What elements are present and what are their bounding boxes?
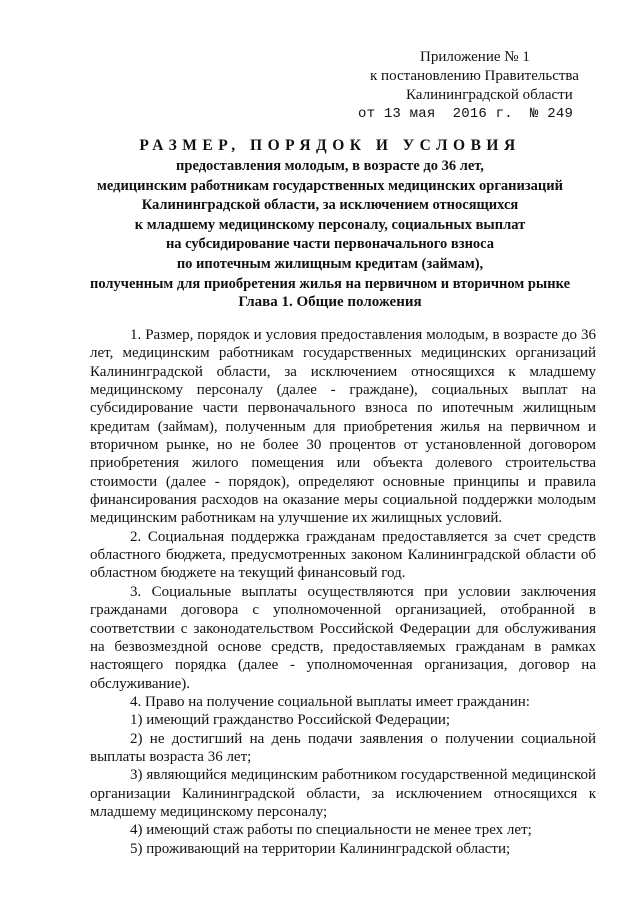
annex-date-line (358, 105, 600, 124)
subtitle-line: к младшему медицинскому персоналу, социальных выплат (134, 216, 526, 233)
paragraph-1: 1. Размер, порядок и условия предоставления молодым, в возрасте до 36 лет, медицинским работникам государственных медицинских организаций Калининградской области, за исключением относящихся к младшему медицинскому персоналу (далее - граждане), социальных выплат на субсидирование части первоначального взноса по ипотечным жилищным кредитам (займам), полученным для приобретения жилья на первичном и вторичном рынке, но не более 30 процентов от установленной договором приобретения жилого помещения или объекта долевого строительства стоимости (далее - порядок), определяют основные принципы и правила финансирования расходов на оказание меры социальной поддержки молодым медицинским работникам на улучшение их жилищных условий. (90, 327, 596, 527)
document-body (90, 326, 596, 858)
annex-date: 13 мая (383, 106, 436, 122)
paragraph-4: 4. Право на получение социальной выплаты имеет гражданин: (130, 693, 530, 710)
paragraph-2: 2. Социальная поддержка гражданам предоставляется за счет средств областного бюджета, предусмотренных законом Калининградской области об областном бюджете на текущий финансовый год. (90, 528, 596, 582)
subtitle-line: по ипотечным жилищным кредитам (займам), (176, 255, 484, 272)
annex-year: 2016 г. (452, 106, 513, 122)
annex-region: Калининградской области (406, 87, 573, 103)
annex-number: Приложение № 1 (420, 49, 530, 65)
annex-date-prefix: от (358, 106, 376, 122)
list-item-5: 5) проживающий на территории Калининградской области; (130, 840, 511, 857)
subtitle-line: Калининградской области, за исключением относящихся (141, 197, 519, 214)
annex-header (360, 48, 600, 124)
chapter-heading: Глава 1. Общие положения (238, 294, 422, 310)
list-item-2: 2) не достигший на день подачи заявления о получении социальной выплаты возраста 36 лет; (90, 730, 596, 765)
subtitle-line: на субсидирование части первоначального взноса (165, 236, 495, 253)
annex-doc-number: № 249 (530, 106, 574, 122)
document-title (60, 136, 600, 294)
list-item-1: 1) имеющий гражданство Российской Федерации; (130, 712, 451, 729)
main-title: РАЗМЕР, ПОРЯДОК И УСЛОВИЯ (139, 137, 521, 154)
subtitle-line: полученным для приобретения жилья на первичном и вторичном рынке (89, 275, 571, 292)
list-item-4: 4) имеющий стаж работы по специальности не менее трех лет; (130, 822, 532, 839)
subtitle-line: медицинским работникам государственных медицинских организаций (97, 177, 563, 194)
paragraph-3: 3. Социальные выплаты осуществляются при условии заключения гражданами договора с уполномоченной организацией, отобранной в соответствии с законодательством Российской Федерации для обслуживания на безвозмездной основе средств, предоставляемых гражданам в рамках настоящего порядка (далее - уполномоченная организация, договор на обслуживание). (90, 583, 596, 692)
subtitle-line: предоставления молодым, в возрасте до 36 лет, (176, 158, 484, 174)
annex-resolution: к постановлению Правительства (370, 68, 579, 84)
list-item-3: 3) являющийся медицинским работником государственной медицинской организации Калининградской области, за исключением относящихся к младшему медицинскому персоналу; (90, 767, 596, 820)
